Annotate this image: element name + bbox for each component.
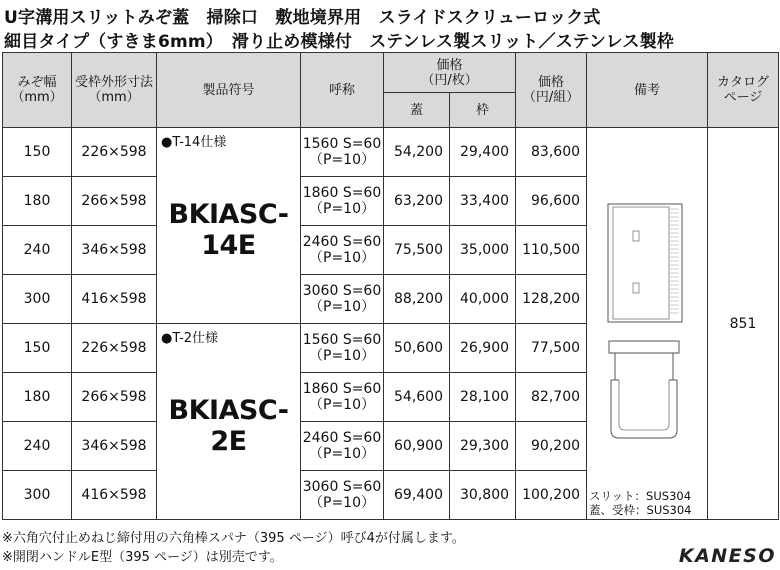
cell-set-price: 82,700 <box>516 373 587 422</box>
cell-lid-price: 75,500 <box>384 226 450 275</box>
cell-set-price: 100,200 <box>516 471 587 520</box>
cell-nominal: 3060 S=60 （P=10） <box>301 471 384 520</box>
catalog-page-cell: 851 <box>708 128 779 520</box>
footnote-handle: ※開閉ハンドルE型（395 ページ）は別売です。 <box>2 550 283 565</box>
cell-lid-price: 54,600 <box>384 373 450 422</box>
header-frame: 枠 <box>450 93 516 128</box>
title-line-2: 細目タイプ（すきま6mm） 滑り止め模様付 ステンレス製スリット／ステンレス製枠 <box>4 32 674 52</box>
cell-width: 150 <box>3 128 72 177</box>
cell-width: 300 <box>3 275 72 324</box>
cell-frame-size: 346×598 <box>72 422 157 471</box>
product-code-cell <box>157 128 301 324</box>
product-code: BKIASC-14E <box>168 198 289 261</box>
cell-set-price: 128,200 <box>516 275 587 324</box>
cell-lid-price: 88,200 <box>384 275 450 324</box>
cell-nominal: 3060 S=60 （P=10） <box>301 275 384 324</box>
cell-width: 240 <box>3 422 72 471</box>
cell-frame-price: 30,800 <box>450 471 516 520</box>
cell-lid-price: 63,200 <box>384 177 450 226</box>
header-remarks: 備考 <box>587 53 708 128</box>
gutter-section-view-drawing <box>607 340 683 440</box>
footnote-wrench: ※六角穴付止めねじ締付用の六角棒スパナ（395 ページ）呼び4が付属します。 <box>2 531 465 546</box>
cell-set-price: 83,600 <box>516 128 587 177</box>
cell-frame-price: 29,300 <box>450 422 516 471</box>
product-code: BKIASC-2E <box>168 394 289 457</box>
material-note: スリット：SUS304 蓋、受枠：SUS304 <box>589 489 692 517</box>
cell-width: 180 <box>3 373 72 422</box>
header-catalog-page: カタログ ページ <box>708 53 779 128</box>
cell-set-price: 110,500 <box>516 226 587 275</box>
product-code-cell <box>157 324 301 520</box>
cell-lid-price: 60,900 <box>384 422 450 471</box>
cell-frame-size: 266×598 <box>72 373 157 422</box>
cell-frame-size: 416×598 <box>72 471 157 520</box>
header-width: みぞ幅 （mm） <box>3 53 72 128</box>
header-lid: 蓋 <box>384 93 450 128</box>
header-price-piece: 価格 （円/枚） <box>384 53 516 93</box>
header-price-set: 価格 （円/組） <box>516 53 587 128</box>
cell-set-price: 90,200 <box>516 422 587 471</box>
spec-label: ●T-14仕様 <box>161 135 227 150</box>
cell-width: 150 <box>3 324 72 373</box>
cell-nominal: 1560 S=60 （P=10） <box>301 128 384 177</box>
title-line-1: U字溝用スリットみぞ蓋 掃除口 敷地境界用 スライドスクリューロック式 <box>4 8 601 28</box>
header-nominal: 呼称 <box>301 53 384 128</box>
cell-frame-size: 416×598 <box>72 275 157 324</box>
cell-lid-price: 69,400 <box>384 471 450 520</box>
slit-lid-top-view-drawing <box>607 203 683 323</box>
cell-nominal: 2460 S=60 （P=10） <box>301 226 384 275</box>
cell-width: 240 <box>3 226 72 275</box>
cell-frame-price: 26,900 <box>450 324 516 373</box>
cell-lid-price: 54,200 <box>384 128 450 177</box>
header-product-code: 製品符号 <box>157 53 301 128</box>
spec-label: ●T-2仕様 <box>161 331 219 346</box>
cell-frame-size: 346×598 <box>72 226 157 275</box>
cell-frame-price: 40,000 <box>450 275 516 324</box>
remarks-cell <box>587 128 708 520</box>
cell-nominal: 1860 S=60 （P=10） <box>301 373 384 422</box>
cell-frame-price: 35,000 <box>450 226 516 275</box>
cell-nominal: 1860 S=60 （P=10） <box>301 177 384 226</box>
cell-width: 180 <box>3 177 72 226</box>
cell-nominal: 2460 S=60 （P=10） <box>301 422 384 471</box>
cell-set-price: 77,500 <box>516 324 587 373</box>
cell-frame-price: 28,100 <box>450 373 516 422</box>
cell-width: 300 <box>3 471 72 520</box>
header-frame-size: 受枠外形寸法 （mm） <box>72 53 157 128</box>
price-table <box>2 52 779 520</box>
cell-frame-price: 29,400 <box>450 128 516 177</box>
cell-frame-size: 226×598 <box>72 128 157 177</box>
cell-set-price: 96,600 <box>516 177 587 226</box>
cell-frame-size: 266×598 <box>72 177 157 226</box>
cell-frame-size: 226×598 <box>72 324 157 373</box>
table-row <box>3 128 779 177</box>
cell-nominal: 1560 S=60 （P=10） <box>301 324 384 373</box>
cell-frame-price: 33,400 <box>450 177 516 226</box>
brand-logo: KANESO <box>678 545 776 567</box>
cell-lid-price: 50,600 <box>384 324 450 373</box>
